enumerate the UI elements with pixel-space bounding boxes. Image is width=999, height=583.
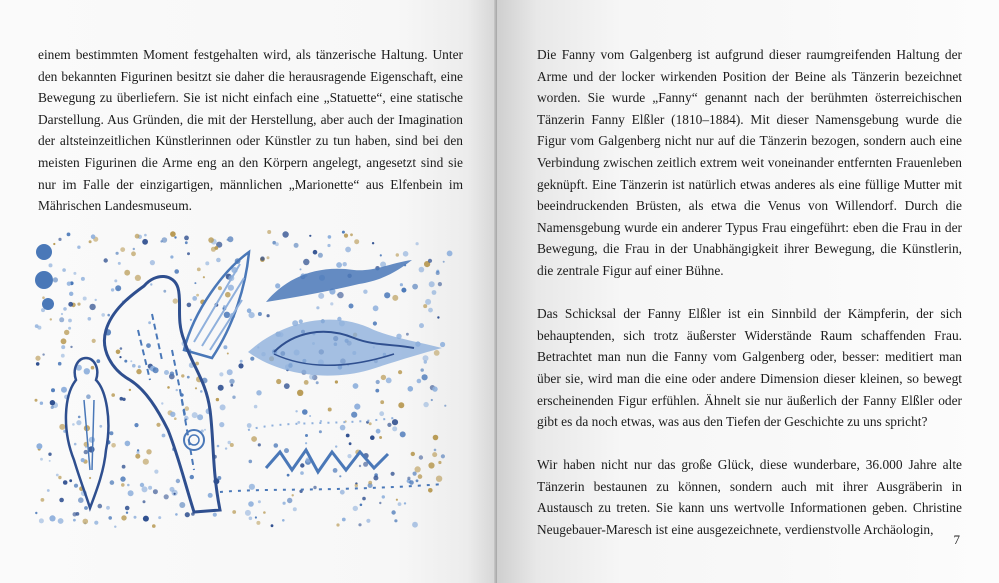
right-paragraph-1: Die Fanny vom Galgenberg ist aufgrund dieser raumgreifenden Haltung der Arme und der locker wirkenden Position der Beine als Tänzerin bezeichnet worden. Sie wurde „Fanny“ genannt nach der berühmten österreichischen Tänzerin Fanny Elßler (1810–1884). Mit dieser Namensgebung wurde die Figur vom Galgenberg nicht nur auf die Tänzerin bezogen, sondern auch eine Verbindung zwischen zeitlich extrem weit voneinander entfernten Frauenleben geknüpft. Eine Tänzerin ist natürlich etwas anderes als eine füllige Mutter mit beeindruckenden Brüsten, als etwa die Venus von Willendorf. Durch die Namensgebung wurde ein anderer Typus Frau eingeführt: eben die Frau in der Bewegung, die Frau in der Unabhängigkeit ihrer Bewegung, die Künstlerin, die zentrale Figur auf einer Bühne. [537,47,962,278]
blue-dotted-figurine-illustration [34,230,454,530]
page-number: 7 [953,532,960,547]
left-page-text [38,44,463,217]
right-paragraph-2: Das Schicksal der Fanny Elßler ist ein Sinnbild der Kämpferin, der sich behauptenden, sich trotz äußerster Widerstände Raum schaffenden Frau. Betrachtet man nun die Fanny vom Galgenberg oder, besser: meditiert man über sie, wird man die eine oder andere Dimension dieser kleinen, so bewegt erscheinenden Figur erfühlen. Ähnelt sie nur äußerlich der Fanny Elßler oder gibt es da noch etwas, was aus den Tiefen der Geschichte zu uns spricht? [537,306,962,430]
right-paragraph-3: Wir haben nicht nur das große Glück, diese wunderbare, 36.000 Jahre alte Tänzerin bestaunen zu können, sondern auch mit ihrer Ausgräberin in Austausch zu treten. Sie kann uns wertvolle Informationen geben. Christine Neugebauer-Maresch ist eine ausgezeichnete, verdienstvolle Archäologin, [537,457,962,538]
left-paragraph-1: einem bestimmten Moment festgehalten wird, als tänzerische Haltung. Unter den bekannten Figurinen besitzt sie daher die herausragende Eigenschaft, eine Bewegung zu überliefern. Sie ist nicht einfach eine „Statuette“, eine statische Darstellung. Aus Gründen, die mit der Herstellung, aber auch der Imagination der altsteinzeitlichen Künstlerinnen oder Künstler zu tun haben, sind bei den meisten Figurinen die Arme eng an den Körpern angelegt, angesetzt sind sie nur im Falle der einzigartigen, männlichen „Marionette“ aus Elfenbein im Mährischen Landesmuseum. [38,47,463,214]
left-page [0,0,497,583]
right-page-text [537,44,962,541]
